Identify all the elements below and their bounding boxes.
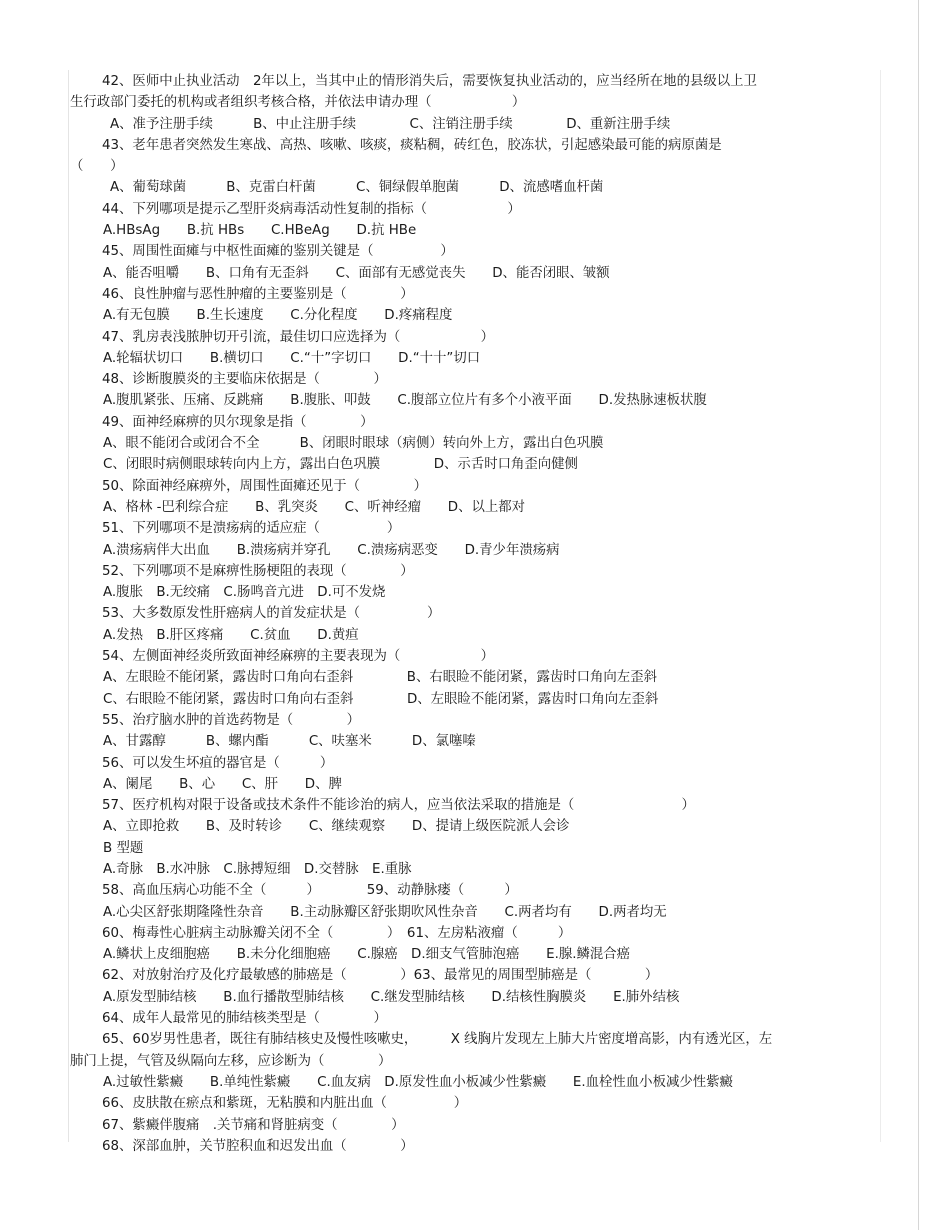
options-line: A、准予注册手续 B、中止注册手续 C、注销注册手续 D、重新注册手续	[110, 116, 671, 132]
question-line: 55、治疗脑水肿的首选药物是（ ）	[102, 712, 361, 728]
document-body	[70, 71, 840, 1157]
options-line: A.过敏性紫癜 B.单纯性紫癜 C.血友病 D.原发性血小板减少性紫癜 E.血栓性血小板减少性紫癜	[103, 1074, 733, 1090]
question-line: 56、可以发生坏疽的器官是（ ）	[102, 755, 334, 771]
page-frame-right	[880, 70, 881, 1142]
question-line: 58、高血压病心功能不全（ ） 59、动静脉瘘（ ）	[102, 883, 518, 899]
question-line: 48、诊断腹膜炎的主要临床依据是（ ）	[102, 372, 387, 388]
question-line: 62、对放射治疗及化疗最敏感的肺癌是（ ）63、最常见的周围型肺癌是（ ）	[102, 968, 659, 984]
question-line: 53、大多数原发性肝癌病人的首发症状是（ ）	[102, 606, 441, 622]
options-line: A、阑尾 B、心 C、肝 D、脾	[103, 776, 342, 792]
options-line: A、甘露醇 B、螺内酯 C、呋塞米 D、氯噻嗪	[103, 734, 476, 750]
options-line: A.原发型肺结核 B.血行播散型肺结核 C.继发型肺结核 D.结核性胸膜炎 E.肺外结核	[103, 989, 680, 1005]
options-line: A.有无包膜 B.生长速度 C.分化程度 D.疼痛程度	[103, 308, 453, 324]
question-continuation: 生行政部门委托的机构或者组织考核合格，并依法申请办理（ ）	[70, 95, 526, 111]
options-line: A、能否咀嚼 B、口角有无歪斜 C、面部有无感觉丧失 D、能否闭眼、皱额	[103, 265, 610, 281]
question-line: 60、梅毒性心脏病主动脉瓣关闭不全（ ） 61、左房粘液瘤（ ）	[102, 925, 572, 941]
question-line: 51、下列哪项不是溃疡病的适应症（ ）	[102, 521, 401, 537]
question-line: 64、成年人最常见的肺结核类型是（ ）	[102, 1011, 387, 1027]
question-continuation: 肺门上提，气管及纵隔向左移，应诊断为（ ）	[70, 1053, 392, 1069]
question-line: 50、除面神经麻痹外，周围性面瘫还见于（ ）	[102, 478, 428, 494]
question-line: 43、老年患者突然发生寒战、高热、咳嗽、咳痰，痰粘稠，砖红色，胶冻状，引起感染最可能的病原菌是	[102, 137, 722, 153]
question-line: 57、医疗机构对限于设备或技术条件不能诊治的病人，应当依法采取的措施是（ ）	[102, 798, 695, 814]
question-line: 42、医师中止执业活动 2年以上，当其中止的情形消失后，需要恢复执业活动的，应当经所在地的县级以上卫	[102, 74, 757, 89]
options-line: A、眼不能闭合或闭合不全 B、闭眼时眼球（病侧）转向外上方，露出白色巩膜	[103, 436, 604, 452]
question-line: 44、下列哪项是提示乙型肝炎病毒活动性复制的指标（ ）	[102, 201, 521, 217]
question-line: 45、周围性面瘫与中枢性面瘫的鉴别关键是（ ）	[102, 244, 454, 260]
question-line: 52、下列哪项不是麻痹性肠梗阻的表现（ ）	[102, 563, 414, 579]
options-line: A、葡萄球菌 B、克雷白杆菌 C、铜绿假单胞菌 D、流感嗜血杆菌	[110, 180, 604, 196]
options-line: A、格林 -巴利综合症 B、乳突炎 C、听神经瘤 D、以上都对	[103, 499, 526, 515]
question-line: 68、深部血肿，关节腔积血和迟发出血（ ）	[102, 1138, 414, 1154]
question-line: 49、面神经麻痹的贝尔现象是指（ ）	[102, 414, 374, 430]
options-line: A.腹胀 B.无绞痛 C.肠鸣音亢进 D.可不发烧	[103, 585, 386, 601]
question-line: 66、皮肤散在瘀点和紫斑，无粘膜和内脏出血（ ）	[102, 1096, 468, 1112]
options-line: A.奇脉 B.水冲脉 C.脉搏短细 D.交替脉 E.重脉	[103, 861, 412, 877]
question-line: 47、乳房表浅脓肿切开引流，最佳切口应选择为（ ）	[102, 329, 494, 345]
options-line: A.心尖区舒张期隆隆性杂音 B.主动脉瓣区舒张期吹风性杂音 C.两者均有 D.两者均无	[103, 904, 667, 920]
options-line: A、立即抢救 B、及时转诊 C、继续观察 D、提请上级医院派人会诊	[103, 819, 570, 835]
page-rule-right	[918, 0, 919, 1230]
options-line: A.腹肌紧张、压痛、反跳痛 B.腹胀、叩鼓 C.腹部立位片有多个小液平面 D.发热脉速板状腹	[103, 393, 707, 409]
question-line: 54、左侧面神经炎所致面神经麻痹的主要表现为（ ）	[102, 649, 494, 665]
question-continuation: （ ）	[70, 159, 124, 175]
question-line: 67、紫癜伴腹痛 .关节痛和肾脏病变（ ）	[102, 1117, 405, 1133]
question-line: 65、60岁男性患者，既往有肺结核史及慢性咳嗽史， X 线胸片发现左上肺大片密度增高影，内有透光区，左	[102, 1032, 773, 1048]
options-line: B 型题	[103, 840, 144, 856]
options-line: A.鳞状上皮细胞癌 B.未分化细胞癌 C.腺癌 D.细支气管肺泡癌 E.腺.鳞混合癌	[103, 947, 631, 963]
options-line: A.发热 B.肝区疼痛 C.贫血 D.黄疸	[103, 627, 359, 643]
options-line: C、闭眼时病侧眼球转向内上方，露出白色巩膜 D、示舌时口角歪向健侧	[103, 457, 578, 473]
question-line: 46、良性肿瘤与恶性肿瘤的主要鉴别是（ ）	[102, 286, 414, 302]
options-line: C、右眼睑不能闭紧，露齿时口角向右歪斜 D、左眼睑不能闭紧，露齿时口角向左歪斜	[103, 691, 659, 707]
options-line: A.轮辐状切口 B.横切口 C.“十”字切口 D.“十十”切口	[103, 350, 481, 366]
options-line: A.HBsAg B.抗 HBs C.HBeAg D.抗 HBe	[103, 223, 417, 239]
options-line: A.溃疡病伴大出血 B.溃疡病并穿孔 C.溃疡病恶变 D.青少年溃疡病	[103, 542, 560, 558]
options-line: A、左眼睑不能闭紧，露齿时口角向右歪斜 B、右眼睑不能闭紧，露齿时口角向左歪斜	[103, 670, 657, 686]
page-frame-left	[68, 70, 69, 1142]
